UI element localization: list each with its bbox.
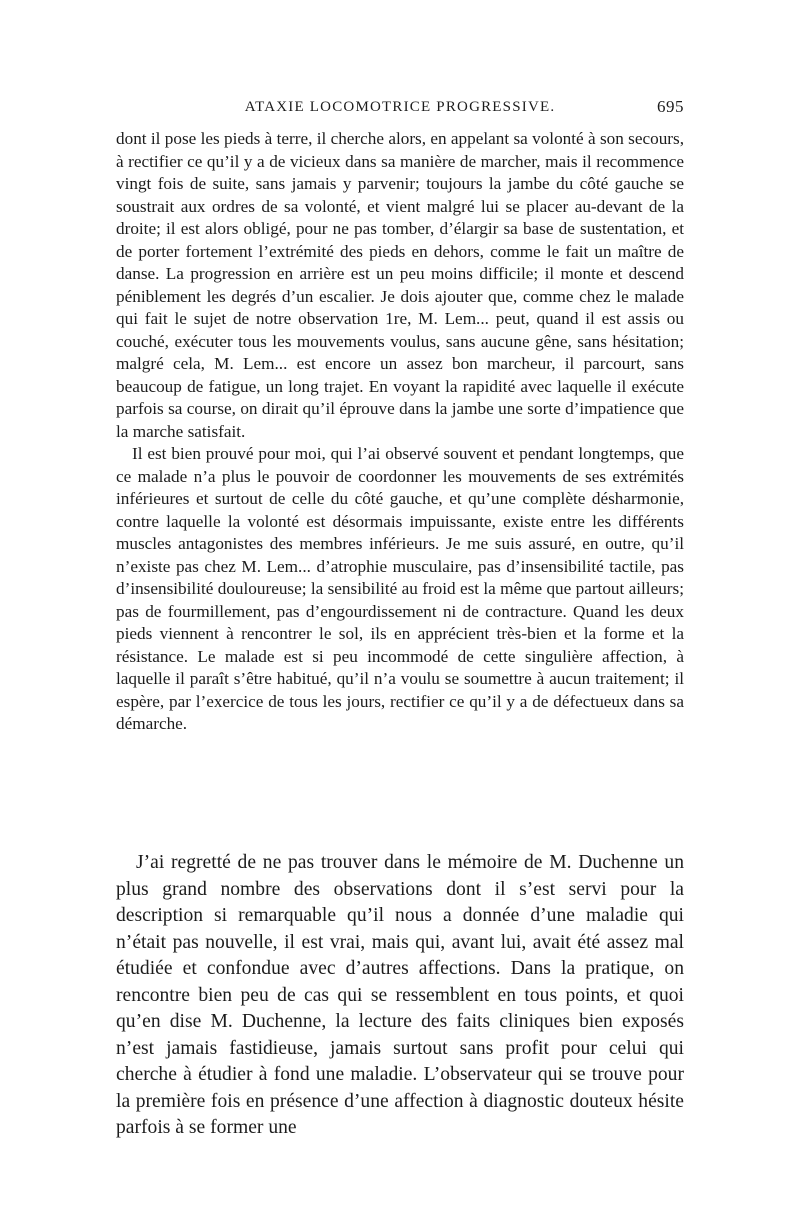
running-head xyxy=(116,96,684,118)
running-title: ATAXIE LOCOMOTRICE PROGRESSIVE. xyxy=(244,99,556,115)
paragraph-observation-summary: Il est bien prouvé pour moi, qui l’ai observé souvent et pendant longtemps, que ce malade n’a plus le pouvoir de coordonner les mouvements de ses extrémités inférieures et surtout de celle du côté gauche, et qu’une complète désharmonie, contre laquelle la volonté est désormais impuissante, existe entre les différents muscles antagonistes des membres inférieurs. Je me suis assuré, en outre, qu’il n’existe pas chez M. Lem... d’atrophie musculaire, pas d’insensibilité tactile, pas d’insensibilité douloureuse; la sensibilité au froid est la même que partout ailleurs; pas de fourmillement, pas d’engourdissement ni de contracture. Quand les deux pieds viennent à rencontrer le sol, ils en apprécient très-bien et la forme et la résistance. Le malade est si peu incommodé de cette singulière affection, à laquelle il paraît s’être habitué, qu’il n’a voulu se soumettre à aucun traitement; il espère, par l’exercice de tous les jours, rectifier ce qu’il y a de défectueux dans sa démarche. xyxy=(116,444,684,733)
paragraph-commentary: J’ai regretté de ne pas trouver dans le mémoire de M. Duchenne un plus grand nombre des observations dont il s’est servi pour la description si remarquable qu’il nous a donnée d’une maladie qui n’était pas nouvelle, il est vrai, mais qui, avant lui, avait été assez mal étudiée et confondue avec d’autres affections. Dans la pratique, on rencontre bien peu de cas qui se ressemblent en tous points, et quoi qu’en dise M. Duchenne, la lecture des faits cliniques bien exposés n’est jamais fastidieuse, jamais surtout sans profit pour celui qui cherche à étudier à fond une maladie. L’observateur qui se trouve pour la première fois en présence d’une affection à diagnostic douteux hésite parfois à se former une xyxy=(116,852,684,1138)
page-number: 695 xyxy=(657,97,684,116)
commentary-text xyxy=(116,850,684,1142)
observation-text xyxy=(116,128,684,736)
paragraph-continued: dont il pose les pieds à terre, il cherche alors, en appelant sa volonté à son secours, à rectifier ce qu’il y a de vicieux dans sa manière de marcher, mais il recommence vingt fois de suite, sans jamais y parvenir; toujours la jambe du côté gauche se soustrait aux ordres de sa volonté, et vient malgré lui se placer au-devant de la droite; il est alors obligé, pour ne pas tomber, d’élargir sa base de sustentation, et de porter fortement l’extrémité des pieds en dehors, comme le fait un maître de danse. La progression en arrière est un peu moins difficile; il monte et descend péniblement les degrés d’un escalier. Je dois ajouter que, comme chez le malade qui fait le sujet de notre observation 1re, M. Lem... peut, quand il est assis ou couché, exécuter tous les mouvements voulus, sans aucune gêne, sans hésitation; malgré cela, M. Lem... est encore un assez bon marcheur, il parcourt, sans beaucoup de fatigue, un long trajet. En voyant la rapidité avec laquelle il exécute parfois sa course, on dirait qu’il éprouve dans la jambe une sorte d’impatience que la marche satisfait. xyxy=(116,129,684,441)
